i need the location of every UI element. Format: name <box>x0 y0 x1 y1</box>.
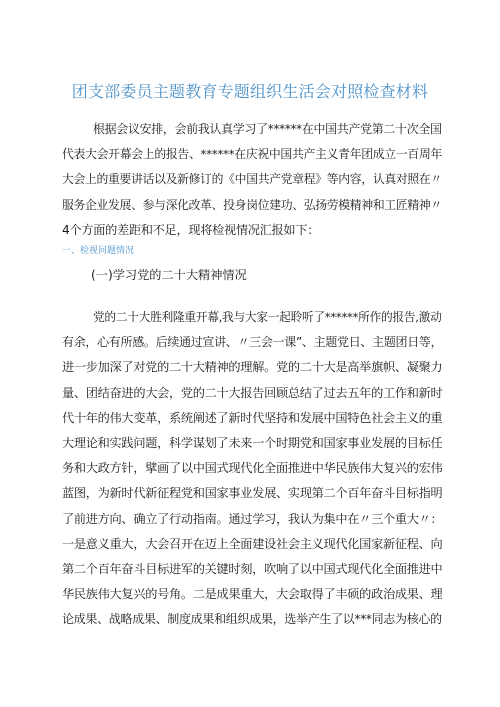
body-line: 大理论和实践问题，科学谋划了未来一个时期党和国家事业发展的目标任 <box>62 435 443 450</box>
subsection-heading: (一)学习党的二十大精神情况 <box>91 268 247 282</box>
body-line: 进一步加深了对党的二十大精神的理解。党的二十大是高举旗帜、凝聚力 <box>62 360 443 375</box>
intro-line: 4个方面的差距和不足，现将检视情况汇报如下： <box>62 222 320 237</box>
intro-paragraph <box>62 117 442 243</box>
body-line: 论成果、战略成果、制度成果和组织成果，选举产生了以***同志为核心的 <box>62 612 442 627</box>
body-line: 第二个百年奋斗目标进军的关键时刻，吹响了以中国式现代化全面推进中 <box>62 561 443 576</box>
body-line: 一是意义重大，大会召开在迈上全面建设社会主义现代化国家新征程、向 <box>62 536 443 551</box>
body-line: 了前进方向、确立了行动指南。通过学习，我认为集中在〃三个重大〃： <box>62 511 443 526</box>
body-line: 量、团结奋进的大会，党的二十大报告回顾总结了过去五年的工作和新时 <box>62 385 443 400</box>
body-line: 务和大政方针，擘画了以中国式现代化全面推进中华民族伟大复兴的宏伟 <box>62 461 443 476</box>
section-heading: 一、检视问题情况 <box>62 246 135 256</box>
body-line: 代十年的伟大变革，系统阐述了新时代坚持和发展中国特色社会主义的重 <box>62 410 443 425</box>
body-line: 华民族伟大复兴的号角。二是成果重大，大会取得了丰硕的政治成果、理 <box>62 587 443 602</box>
intro-line: 代表大会开幕会上的报告、******在庆祝中国共产主义青年团成立一百周年 <box>62 147 443 162</box>
body-line: 党的二十大胜利隆重开幕,我与大家一起聆听了******所作的报告,激动 <box>93 310 442 324</box>
intro-line: 大会上的重要讲话以及新修订的《中国共产党章程》等内容，认真对照在〃 <box>62 172 442 187</box>
body-line: 蓝图，为新时代新征程党和国家事业发展、实现第二个百年奋斗目标指明 <box>62 486 443 501</box>
document-title: 团支部委员主题教育专题组织生活会对照检查材料 <box>71 82 429 101</box>
intro-line: 根据会议安排，会前我认真学习了******在中国共产党第二十次全国 <box>93 122 442 136</box>
body-line: 有余，心有所感。后续通过宣讲、〃三会一课”、主题党日、主题团日等， <box>62 335 443 350</box>
intro-line: 服务企业发展、参与深化改革、投身岗位建功、弘扬劳模精神和工匠精神〃 <box>62 197 442 212</box>
body-paragraph <box>62 305 442 632</box>
